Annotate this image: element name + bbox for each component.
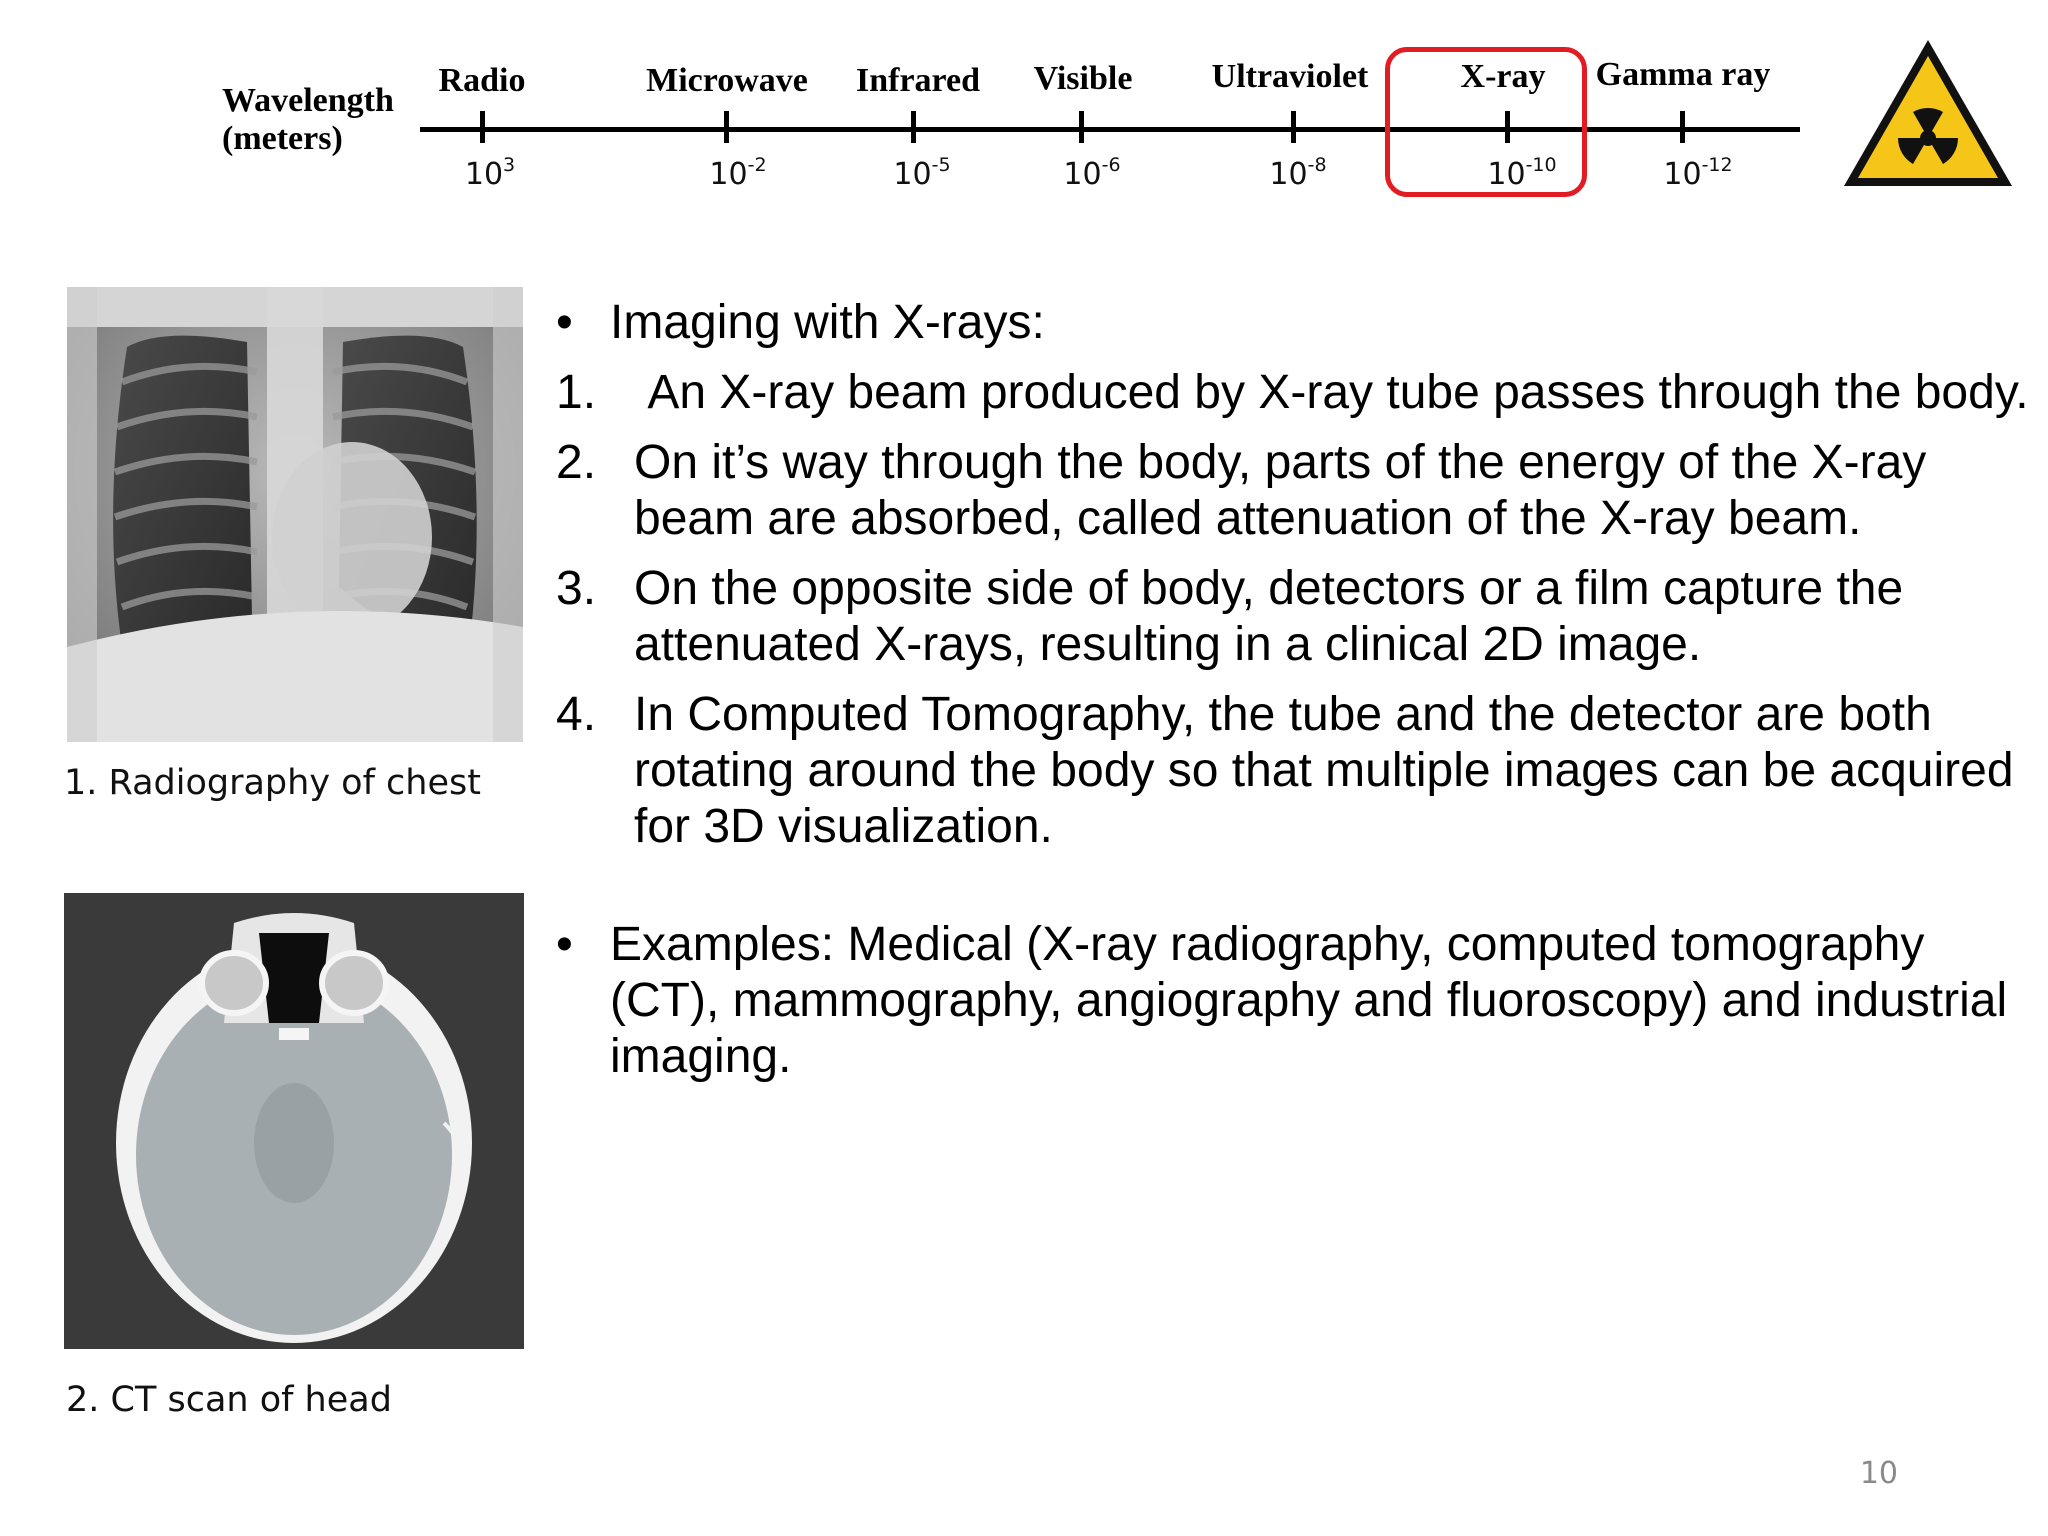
figure-caption-chest: 1. Radiography of chest [64, 763, 481, 803]
band-label-visible: Visible [1033, 60, 1133, 97]
step-item-4 [556, 687, 2036, 855]
step-number: 3. [556, 562, 597, 615]
tick-infrared [911, 111, 916, 143]
radiation-warning-icon [1838, 34, 2018, 192]
slide-body-text [556, 295, 2036, 1085]
band-label-gamma-ray: Gamma ray [1595, 56, 1771, 93]
step-item-3 [556, 561, 2036, 673]
ct-head-image [64, 893, 524, 1349]
bullet-dot: • [556, 296, 573, 349]
tick-value-microwave: $10^{-2}$ [709, 154, 767, 192]
band-label-xray: X-ray [1460, 58, 1546, 95]
tick-value-ultraviolet: $10^{-8}$ [1269, 154, 1327, 192]
axis-title-line1: Wavelength [222, 82, 394, 119]
band-label-ultraviolet: Ultraviolet [1211, 58, 1369, 95]
step-item-1 [556, 365, 2036, 421]
xray-band-highlight [1385, 47, 1587, 197]
figure-caption-ct: 2. CT scan of head [66, 1380, 392, 1420]
step-item-2 [556, 435, 2036, 547]
step-number: 1. [556, 366, 597, 419]
wavelength-axis-title [222, 82, 394, 158]
step-text: In Computed Tomography, the tube and the detector are both rotating around the body so that multiple images can be acquired for 3D visualization. [634, 688, 2014, 853]
tick-radio [480, 111, 485, 143]
page-number: 10 [1859, 1456, 1898, 1491]
tick-value-infrared: $10^{-5}$ [893, 154, 951, 192]
electromagnetic-spectrum [0, 0, 2048, 230]
bullet-examples [556, 917, 2036, 1085]
tick-gamma-ray [1680, 111, 1685, 143]
band-label-microwave: Microwave [646, 62, 808, 99]
chest-radiograph-image [67, 287, 523, 742]
step-number: 4. [556, 688, 597, 741]
step-number: 2. [556, 436, 597, 489]
wavelength-axis-line [420, 127, 1800, 132]
tick-ultraviolet [1291, 111, 1296, 143]
step-text: An X-ray beam produced by X-ray tube passes through the body. [634, 366, 2029, 419]
step-text: On it’s way through the body, parts of the energy of the X-ray beam are absorbed, called attenuation of the X-ray beam. [634, 436, 1927, 545]
tick-value-radio: $10^3$ [464, 154, 516, 192]
intro-text: Imaging with X-rays: [610, 296, 1045, 349]
tick-value-gamma-ray: $10^{-12}$ [1663, 154, 1733, 192]
axis-title-line2: (meters) [222, 120, 343, 157]
band-label-infrared: Infrared [855, 62, 981, 99]
tick-value-xray: $10^{-10}$ [1487, 154, 1557, 192]
step-text: On the opposite side of body, detectors or a film capture the attenuated X-rays, resulting in a clinical 2D image. [634, 562, 1904, 671]
bullet-dot: • [556, 918, 573, 971]
tick-visible [1079, 111, 1084, 143]
band-label-radio: Radio [438, 62, 526, 99]
tick-value-visible: $10^{-6}$ [1063, 154, 1121, 192]
tick-microwave [724, 111, 729, 143]
examples-text: Examples: Medical (X-ray radiography, computed tomography (CT), mammography, angiography and fluoroscopy) and industrial imaging. [610, 918, 2008, 1083]
bullet-intro [556, 295, 2036, 351]
